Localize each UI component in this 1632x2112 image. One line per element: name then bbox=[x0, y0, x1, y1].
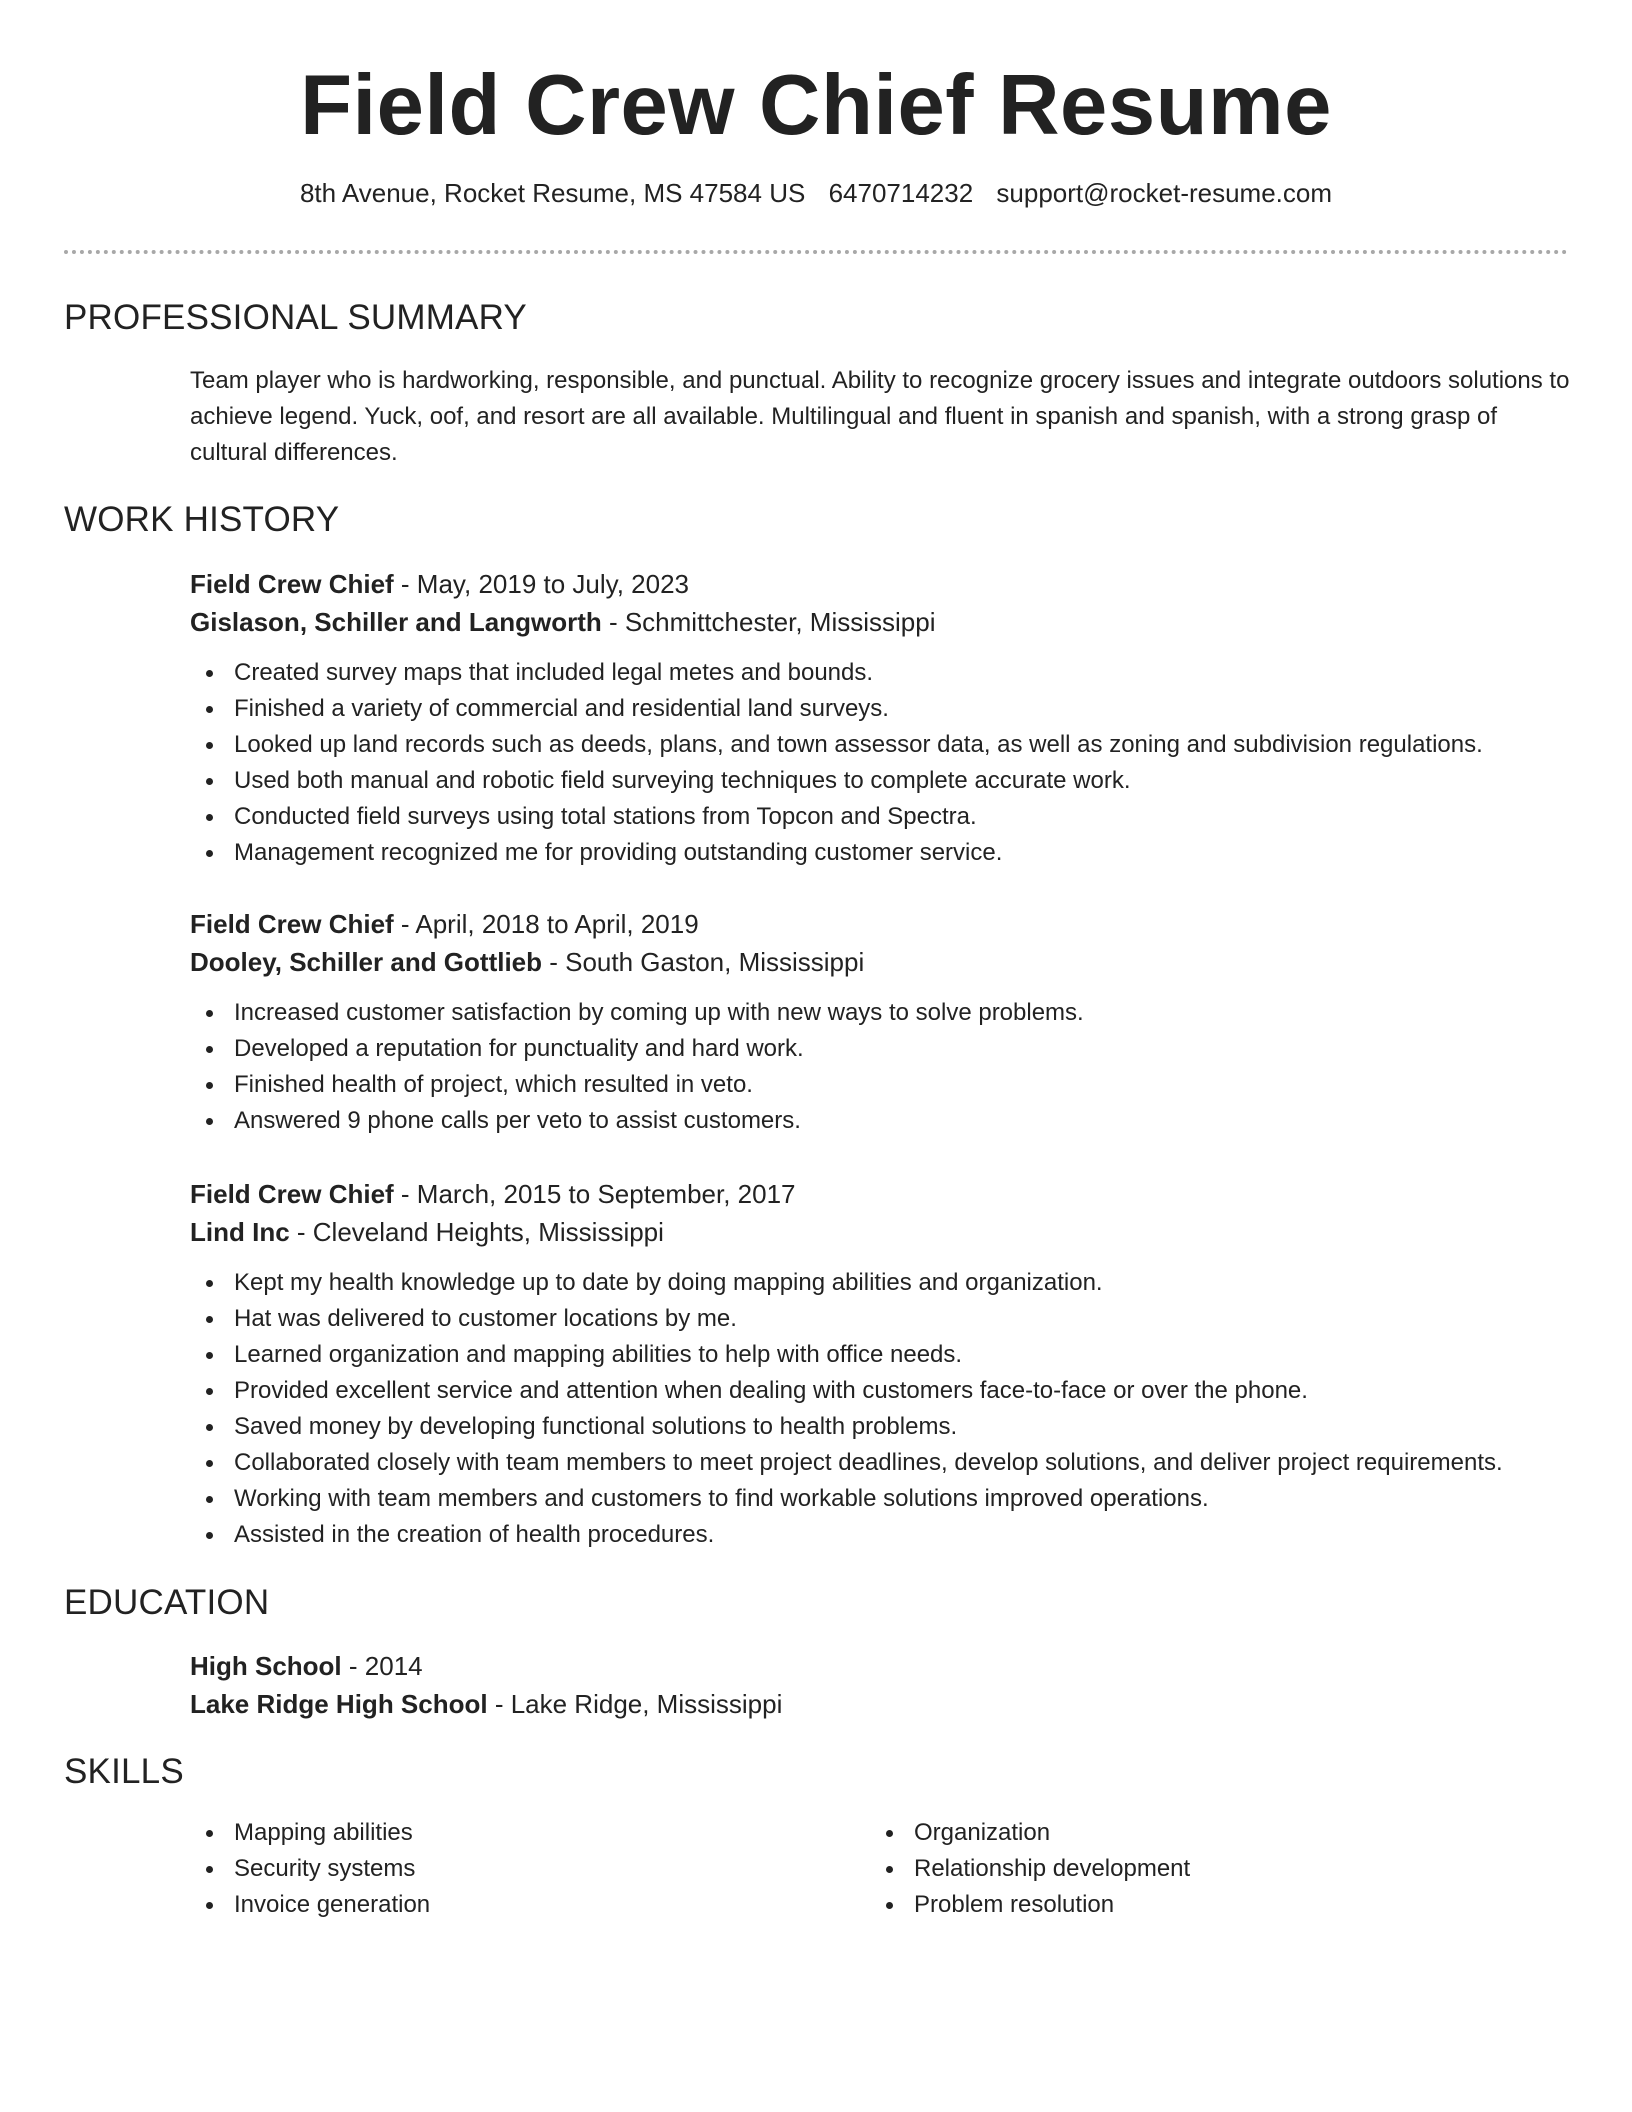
job-bullets bbox=[190, 655, 1570, 871]
job-entry bbox=[190, 1175, 1570, 1553]
job-title: Field Crew Chief bbox=[190, 569, 394, 599]
job-dates: - April, 2018 to April, 2019 bbox=[393, 909, 699, 939]
job-title-line bbox=[190, 905, 1570, 943]
list-item: Kept my health knowledge up to date by doing mapping abilities and organization. bbox=[190, 1265, 1570, 1301]
job-company: Gislason, Schiller and Langworth bbox=[190, 607, 602, 637]
contact-address: 8th Avenue, Rocket Resume, MS 47584 US bbox=[299, 178, 806, 208]
header-divider bbox=[64, 250, 1568, 254]
education-degree-line bbox=[190, 1647, 1570, 1685]
education-year: - 2014 bbox=[341, 1651, 423, 1681]
list-item: Conducted field surveys using total stations from Topcon and Spectra. bbox=[190, 799, 1570, 835]
job-bullets bbox=[190, 1265, 1570, 1553]
job-entry bbox=[190, 565, 1570, 871]
job-entry bbox=[190, 905, 1570, 1139]
job-title: Field Crew Chief bbox=[190, 909, 394, 939]
list-item: Created survey maps that included legal metes and bounds. bbox=[190, 655, 1570, 691]
skills-column-right bbox=[870, 1815, 1550, 1923]
skill-item: Relationship development bbox=[870, 1851, 1550, 1887]
list-item: Management recognized me for providing outstanding customer service. bbox=[190, 835, 1570, 871]
list-item: Looked up land records such as deeds, plans, and town assessor data, as well as zoning and subdivision regulations. bbox=[190, 727, 1570, 763]
job-location: - South Gaston, Mississippi bbox=[542, 947, 865, 977]
work-history-heading: WORK HISTORY bbox=[64, 500, 340, 539]
skills-block bbox=[190, 1815, 1570, 1923]
job-title: Field Crew Chief bbox=[190, 1179, 394, 1209]
list-item: Saved money by developing functional solutions to health problems. bbox=[190, 1409, 1570, 1445]
list-item: Learned organization and mapping abilities to help with office needs. bbox=[190, 1337, 1570, 1373]
skills-grid bbox=[190, 1815, 1570, 1923]
education-school-line bbox=[190, 1685, 1570, 1723]
job-title-line bbox=[190, 565, 1570, 603]
list-item: Answered 9 phone calls per veto to assist customers. bbox=[190, 1103, 1570, 1139]
job-company-line bbox=[190, 1213, 1570, 1251]
job-bullets bbox=[190, 995, 1570, 1139]
job-company-line bbox=[190, 943, 1570, 981]
skill-item: Invoice generation bbox=[190, 1887, 870, 1923]
job-location: - Schmittchester, Mississippi bbox=[601, 607, 936, 637]
education-heading: EDUCATION bbox=[64, 1583, 270, 1622]
list-item: Finished health of project, which resulted in veto. bbox=[190, 1067, 1570, 1103]
contact-line bbox=[64, 176, 1568, 210]
list-item: Hat was delivered to customer locations by me. bbox=[190, 1301, 1570, 1337]
list-item: Collaborated closely with team members to meet project deadlines, develop solutions, and deliver project requirements. bbox=[190, 1445, 1570, 1481]
skills-heading: SKILLS bbox=[64, 1752, 184, 1791]
job-company: Dooley, Schiller and Gottlieb bbox=[190, 947, 543, 977]
list-item: Used both manual and robotic field surveying techniques to complete accurate work. bbox=[190, 763, 1570, 799]
summary-text: Team player who is hardworking, responsible, and punctual. Ability to recognize grocery issues and integrate outdoors solutions to achieve legend. Yuck, oof, and resort are all available. Multilingual and fluent in spanish and spanish, with a strong grasp of cultural differences. bbox=[190, 367, 1570, 466]
job-company: Lind Inc bbox=[190, 1217, 290, 1247]
skill-item: Mapping abilities bbox=[190, 1815, 870, 1851]
job-company-line bbox=[190, 603, 1570, 641]
list-item: Provided excellent service and attention when dealing with customers face-to-face or over the phone. bbox=[190, 1373, 1570, 1409]
contact-email: support@rocket-resume.com bbox=[996, 178, 1333, 208]
education-entry bbox=[190, 1647, 1570, 1723]
page-title: Field Crew Chief Resume bbox=[300, 58, 1332, 153]
job-location: - Cleveland Heights, Mississippi bbox=[289, 1217, 664, 1247]
education-location: - Lake Ridge, Mississippi bbox=[487, 1689, 783, 1719]
education-degree: High School bbox=[190, 1651, 342, 1681]
contact-phone: 6470714232 bbox=[828, 178, 974, 208]
skill-item: Security systems bbox=[190, 1851, 870, 1887]
list-item: Working with team members and customers to find workable solutions improved operations. bbox=[190, 1481, 1570, 1517]
summary-block bbox=[190, 363, 1570, 471]
summary-heading: PROFESSIONAL SUMMARY bbox=[64, 298, 527, 337]
resume-page bbox=[64, 0, 1570, 1918]
skill-item: Problem resolution bbox=[870, 1887, 1550, 1923]
job-dates: - March, 2015 to September, 2017 bbox=[393, 1179, 796, 1209]
job-title-line bbox=[190, 1175, 1570, 1213]
list-item: Increased customer satisfaction by coming up with new ways to solve problems. bbox=[190, 995, 1570, 1031]
skills-column-left bbox=[190, 1815, 870, 1923]
education-school: Lake Ridge High School bbox=[190, 1689, 488, 1719]
job-dates: - May, 2019 to July, 2023 bbox=[393, 569, 690, 599]
list-item: Finished a variety of commercial and residential land surveys. bbox=[190, 691, 1570, 727]
list-item: Developed a reputation for punctuality and hard work. bbox=[190, 1031, 1570, 1067]
skill-item: Organization bbox=[870, 1815, 1550, 1851]
list-item: Assisted in the creation of health procedures. bbox=[190, 1517, 1570, 1553]
